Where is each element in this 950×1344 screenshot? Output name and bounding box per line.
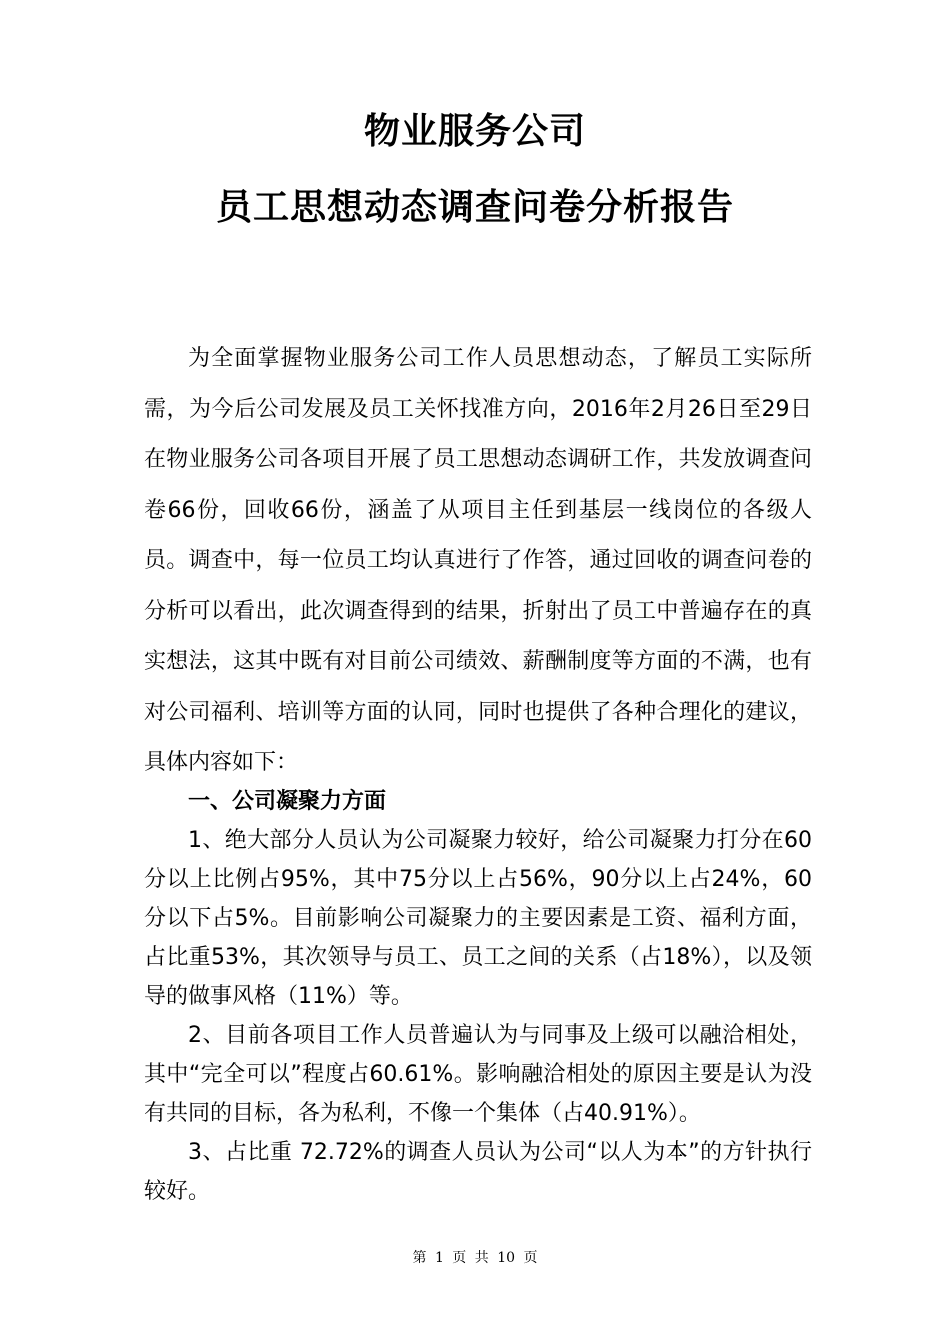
section-1-item-1: 1、绝大部分人员认为公司凝聚力较好，给公司凝聚力打分在60分以上比例占95%，其中75分以上占56%，90分以上占24%，60分以下占5%。目前影响公司凝聚力的主要因素是工资、福利方面，占比重53%，其次领导与员工、员工之间的关系（占18%），以及领导的做事风格（11%）等。 bbox=[144, 828, 812, 1009]
section-1 bbox=[144, 782, 812, 1211]
title-line-1: 物业服务公司 bbox=[363, 111, 586, 152]
intro-paragraph: 为全面掌握物业服务公司工作人员思想动态，了解员工实际所需，为今后公司发展及员工关怀找准方向，2016年2月26日至29日在物业服务公司各项目开展了员工思想动态调研工作，共发放调查问卷66份，回收66份，涵盖了从项目主任到基层一线岗位的各级人员。调查中，每一位员工均认真进行了作答，通过回收的调查问卷的分析可以看出，此次调查得到的结果，折射出了员工中普遍存在的真实想法，这其中既有对目前公司绩效、薪酬制度等方面的不满，也有对公司福利、培训等方面的认同，同时也提供了各种合理化的建议，具体内容如下： bbox=[144, 346, 812, 775]
section-1-item-3: 3、占比重 72.72%的调查人员认为公司“以人为本”的方针执行较好。 bbox=[144, 1140, 812, 1204]
page-number-footer: 第 1 页 共 10 页 bbox=[412, 1250, 538, 1266]
section-1-item-2: 2、目前各项目工作人员普遍认为与同事及上级可以融洽相处，其中“完全可以”程度占60.61%。影响融洽相处的原因主要是认为没有共同的目标，各为私利，不像一个集体（占40.91%）。 bbox=[144, 1023, 812, 1126]
section-1-heading: 一、公司凝聚力方面 bbox=[188, 789, 387, 814]
title-line-2: 员工思想动态调查问卷分析报告 bbox=[215, 187, 734, 228]
